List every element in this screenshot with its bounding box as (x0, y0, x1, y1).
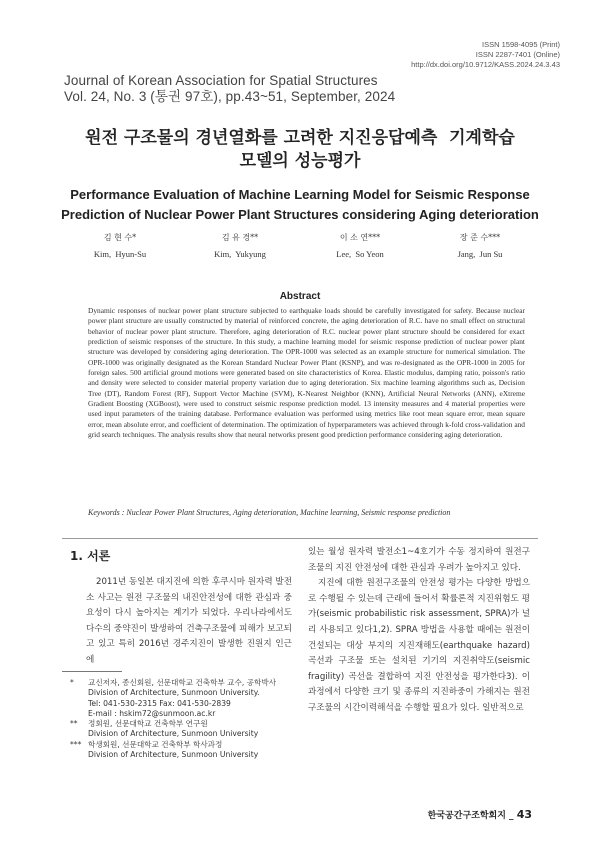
footer-journal: 한국공간구조학회지 _ (427, 811, 517, 821)
footnote-2 (70, 719, 300, 740)
journal-info (64, 73, 395, 105)
footnote-line: Division of Architecture, Sunmoon University (88, 750, 259, 760)
doi-link[interactable]: http://dx.doi.org/10.9712/KASS.2024.24.3.43 (411, 60, 560, 69)
footnote-3 (70, 740, 300, 761)
keywords-text: Nuclear Power Plant Structures, Aging deterioration, Machine learning, Seismic response prediction (126, 508, 451, 517)
footnote-affiliation: 교신저자, 종신회원, 선문대학교 건축학부 교수, 공학박사 (88, 678, 277, 687)
abstract-heading: Abstract (279, 291, 321, 302)
footnote-contact: Tel: 041-530-2315 Fax: 041-530-2839 (88, 698, 231, 708)
author-english-name: Kim, Hyun-Su (93, 249, 147, 259)
section-divider (62, 538, 538, 539)
journal-issue: Vol. 24, No. 3 (통권 97호), pp.43~51, September, 2024 (64, 89, 396, 104)
author-4 (420, 233, 540, 259)
author-korean-name: 이 소 연*** (339, 233, 381, 242)
author-korean-name: 김 현 수* (103, 233, 137, 242)
issn-online: ISSN 2287-7401 (Online) (475, 50, 560, 59)
abstract-text: Dynamic responses of nuclear power plant structure subjected to earthquake loads should be carefully investigated for safety. Because nuclear power plant structure are usually constructed by material of reinforced concrete, the aging deterioration of R.C. have no small effect on structural behavior of nuclear power plant structure. Therefore, aging deterioration of R.C. nuclear power plant structure should be considered for exact prediction of seismic responses of the structure. In this study, a machine learning model for seismic response prediction of nuclear power plant structure was developed by considering aging deterioration. The OPR-1000 was selected as an example structure for numerical simulation. The OPR-1000 was originally designated as the Korean Standard Nuclear Power Plant (KSNP), and was re-designated as the OPR-1000 in 2005 for foreign sales. 500 artificial ground motions were generated based on site characteristics of Korea. Elastic modulus, damping ratio, poisson's ratio and density were selected to consider material property variation due to aging deterioration. Six machine learning algorithms such as, Decision Tree (DT), Random Forest (RF), Support Vector Machine (SVM), K-Nearest Neighbor (KNN), Artificial Neural Networks (ANN), eXtreme Gradient Boosting (XGBoost), were used to construct seismic response prediction model. 13 intensity measures and 4 material properties were used input parameters of the training database. Performance evaluation was performed using metrics like root mean square error, mean square error, mean absolute error, and coefficient of determination. The optimization of hyperparameters was achieved through k-fold cross-validation and grid search techniques. The analysis results show that neural networks present good prediction performance considering aging deterioration. (88, 306, 525, 440)
english-title (40, 185, 560, 225)
page-footer (428, 808, 532, 821)
body-paragraph: 2011년 동일본 대지진에 의한 후쿠시마 원자력 발전소 사고는 원전 구조물의 내진안전성에 대한 관심과 중요성이 다시 높아지는 계기가 되었다. 우리나라에서도 다수의 중약진이 발생하여 건축구조물에 피해가 보고되고 있고 특히 2016년 경주지진이 발생한 진원지 인근에 (86, 577, 292, 665)
section-title: 1. 서론 (70, 549, 111, 563)
english-title-line1: Performance Evaluation of Machine Learning Model for Seismic Response (70, 187, 530, 202)
page-number: 43 (516, 808, 532, 821)
footnote-affiliation: 정회원, 선문대학교 건축학부 연구원 (88, 719, 208, 729)
author-korean-name: 장 준 수*** (459, 233, 501, 242)
author-1 (60, 233, 180, 259)
author-english-name: Jang, Jun Su (457, 249, 503, 259)
body-left-column (86, 575, 292, 669)
footnote-line: Division of Architecture, Sunmoon University (88, 729, 259, 739)
footnote-affiliation: 학생회원, 선문대학교 건축학부 학사과정 (88, 739, 223, 749)
footnote-mark: *** (70, 739, 82, 749)
author-2 (180, 233, 300, 259)
footnote-line: Division of Architecture, Sunmoon University. (88, 688, 260, 698)
journal-name: Journal of Korean Association for Spatial Structures (64, 73, 378, 88)
footnote-mark: * (70, 678, 74, 687)
author-footnotes (70, 678, 300, 760)
author-english-name: Lee, So Yeon (336, 249, 384, 259)
english-title-line2: Prediction of Nuclear Power Plant Structures considering Aging deterioration (61, 207, 539, 222)
body-paragraph-continued: 있는 월성 원자력 발전소1~4호기가 수동 정지하여 원전구조물의 지진 안전성에 대한 관심과 우려가 높아지고 있다. (308, 547, 530, 573)
body-right-column (308, 545, 530, 717)
issn-print: ISSN 1598-4095 (Print) (482, 40, 560, 49)
footnote-mark: ** (70, 719, 78, 729)
keywords (88, 505, 525, 520)
author-english-name: Kim, Yukyung (214, 249, 266, 259)
body-paragraph: 지진에 대한 원전구조물의 안전성 평가는 다양한 방법으로 수행될 수 있는데 근래에 들어서 확률론적 지진위험도 평가(seismic probabilistic risk assessment, SPRA)가 널리 사용되고 있다1,2). SPRA 방법을 사용할 때에는 원전이 건설되는 대상 부지의 지진재해도(earthquake hazard) 곡선과 구조물 또는 설치된 기기의 지진취약도(seismic fragility) 곡선을 결합하여 지진 안전성을 평가한다3). 이 과정에서 다양한 크기 및 종류의 지진하중이 가해지는 원전구조물의 시간이력해석을 수행할 필요가 있다. 일반적으로 (308, 578, 530, 713)
author-korean-name: 김 유 경** (221, 233, 259, 242)
footnote-1 (70, 678, 300, 719)
korean-title (40, 127, 560, 173)
footnote-divider (62, 671, 122, 672)
footnote-email[interactable]: E-mail : hskim72@sunmoon.ac.kr (88, 708, 216, 718)
korean-title-line1: 원전 구조물의 경년열화를 고려한 지진응답예측 기계학습 (85, 128, 515, 148)
issn-block (411, 40, 560, 70)
author-list (60, 233, 540, 259)
keywords-label: Keywords (88, 508, 120, 517)
korean-title-line2: 모델의 성능평가 (239, 151, 361, 171)
author-3 (300, 233, 420, 259)
keywords-separator: : (121, 508, 127, 517)
